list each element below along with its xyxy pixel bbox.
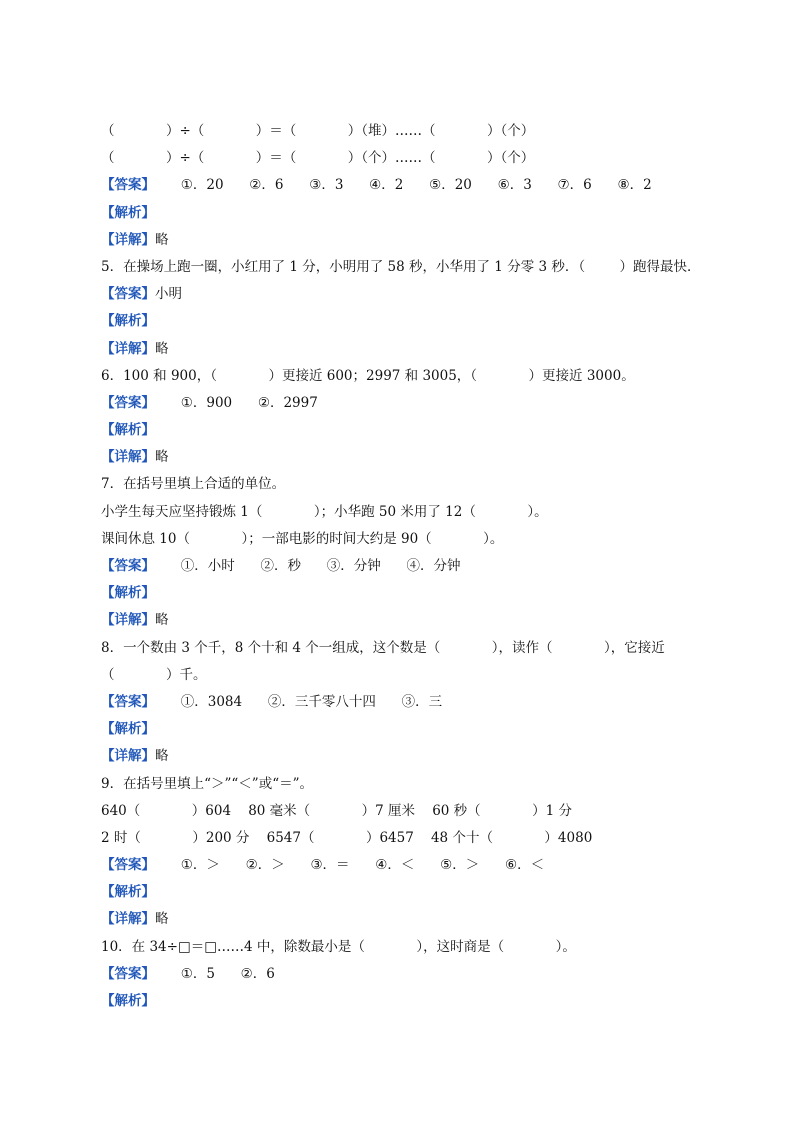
answer-tag: 【解析】 (101, 204, 155, 221)
answer-line (101, 553, 701, 580)
answer-line (101, 689, 701, 716)
question-line: 6．100 和 900，（ ）更接近 600；2997 和 3005，（ ）更接近 3000。 (101, 367, 635, 384)
answer-line (101, 879, 701, 906)
question-line: 课间休息 10（ ）；一部电影的时间大约是 90（ ）。 (101, 530, 504, 547)
answer-value: 略 (155, 612, 169, 629)
answer-tag: 【答案】 (101, 286, 155, 303)
answer-line (101, 172, 701, 199)
answer-tag: 【详解】 (101, 911, 155, 928)
question-line: 640（ ）604 80 毫米（ ）7 厘米 60 秒（ ）1 分 (101, 802, 573, 819)
answer-line (101, 961, 701, 988)
answer-value: 略 (155, 748, 169, 765)
answer-tag: 【详解】 (101, 748, 155, 765)
answer-value: 略 (155, 340, 169, 357)
answer-tag: 【解析】 (101, 422, 155, 439)
answer-value: 略 (155, 911, 169, 928)
answer-line (101, 444, 701, 471)
answer-tag: 【答案】 (101, 693, 155, 710)
answer-value: ①．3084 ②．三千零八十四 ③．三 (155, 693, 443, 710)
answer-tag: 【解析】 (101, 585, 155, 602)
question-line: 7．在括号里填上合适的单位。 (101, 476, 286, 493)
answer-line (101, 308, 701, 335)
answer-tag: 【答案】 (101, 965, 155, 982)
answer-value: ①．＞ ②．＞ ③．＝ ④．＜ ⑤．＞ ⑥．＜ (155, 857, 545, 874)
question-line: 5．在操场上跑一圈，小红用了 1 分，小明用了 58 秒，小华用了 1 分零 3 秒．（ ）跑得最快． (101, 258, 701, 275)
answer-value: 略 (155, 231, 169, 248)
answer-line (101, 390, 701, 417)
answer-tag: 【解析】 (101, 313, 155, 330)
question-line: （ ）千。 (101, 666, 207, 683)
answer-line (101, 580, 701, 607)
answer-tag: 【解析】 (101, 884, 155, 901)
question-line: （ ）÷（ ）＝（ ）（个）……（ ）（个） (101, 150, 535, 167)
question-line: （ ）÷（ ）＝（ ）（堆）……（ ）（个） (101, 123, 535, 139)
answer-value: 略 (155, 449, 169, 466)
answer-value: 小明 (155, 286, 182, 303)
question-line: 8．一个数由 3 个千，8 个十和 4 个一组成，这个数是（ ），读作（ ），它接近 (101, 639, 665, 656)
question-line: 2 时（ ）200 分 6547（ ）6457 48 个十（ ）4080 (101, 829, 593, 846)
answer-line (101, 906, 701, 933)
answer-line (101, 743, 701, 770)
answer-key-content (101, 118, 701, 1015)
answer-tag: 【答案】 (101, 177, 155, 194)
answer-line (101, 417, 701, 444)
question-line: 9．在括号里填上“＞”“＜”或“＝”。 (101, 775, 313, 792)
answer-tag: 【答案】 (101, 394, 155, 411)
answer-tag: 【解析】 (101, 993, 155, 1009)
answer-line (101, 852, 701, 879)
answer-line (101, 716, 701, 743)
question-line: 小学生每天应坚持锻炼 1（ ）；小华跑 50 米用了 12（ ）。 (101, 503, 548, 520)
answer-tag: 【详解】 (101, 340, 155, 357)
answer-value: ①．5 ②．6 (155, 965, 275, 982)
answer-tag: 【详解】 (101, 449, 155, 466)
answer-line (101, 281, 701, 308)
answer-value: ①．小时 ②．秒 ③．分钟 ④．分钟 (155, 558, 461, 574)
answer-tag: 【答案】 (101, 857, 155, 874)
question-line: 10．在 34÷□＝□……4 中，除数最小是（ ），这时商是（ ）。 (101, 938, 576, 955)
answer-line (101, 200, 701, 227)
answer-line (101, 607, 701, 634)
answer-line (101, 336, 701, 363)
answer-tag: 【详解】 (101, 612, 155, 629)
answer-value: ①．900 ②．2997 (155, 394, 318, 411)
answer-line (101, 227, 701, 254)
answer-tag: 【解析】 (101, 721, 155, 738)
answer-tag: 【答案】 (101, 558, 155, 574)
answer-value: ①．20 ②．6 ③．3 ④．2 ⑤．20 ⑥．3 ⑦．6 ⑧．2 (155, 177, 652, 194)
answer-tag: 【详解】 (101, 231, 155, 248)
answer-line (101, 988, 701, 1015)
